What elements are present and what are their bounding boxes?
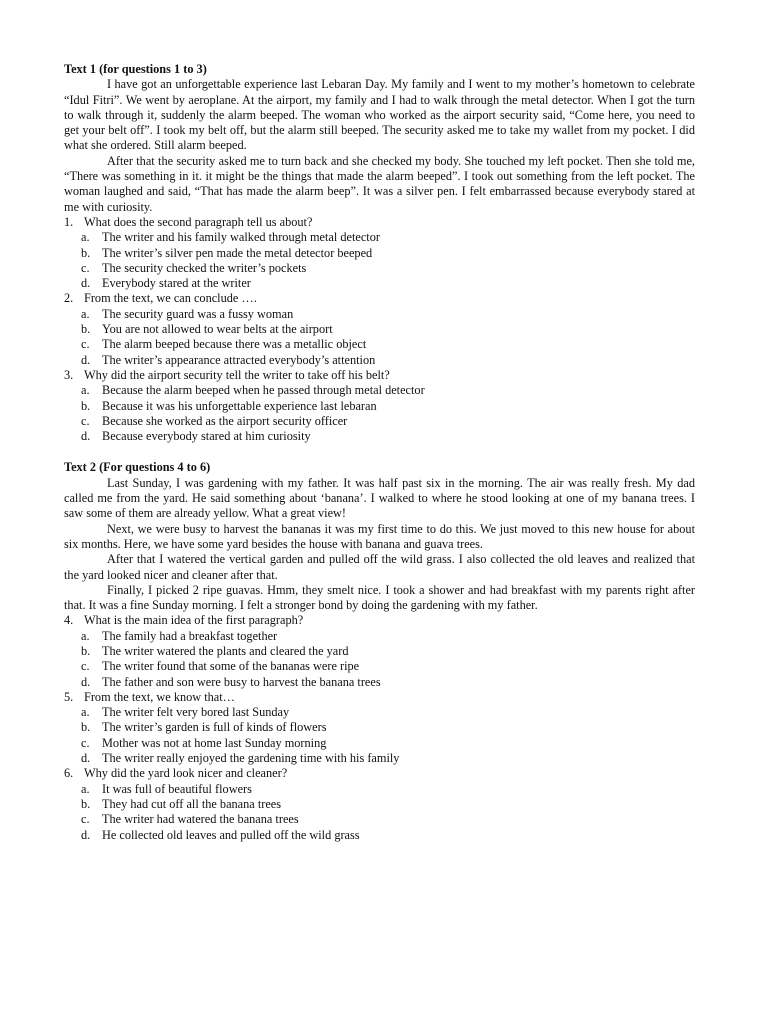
option (64, 675, 695, 690)
option-letter: c. (81, 659, 90, 674)
option-letter: d. (81, 751, 91, 766)
option (64, 720, 695, 735)
option (64, 246, 695, 261)
option-list (64, 782, 695, 843)
question-list (64, 613, 695, 842)
option-text: The writer had watered the banana trees (102, 812, 299, 827)
question-1 (64, 215, 695, 291)
question-number: 1. (64, 214, 74, 229)
option (64, 399, 695, 414)
option-letter: d. (81, 352, 91, 367)
option-text: They had cut off all the banana trees (102, 796, 282, 811)
option (64, 659, 695, 674)
option (64, 414, 695, 429)
option-text: The writer felt very bored last Sunday (102, 705, 290, 720)
option-text: He collected old leaves and pulled off the wild grass (102, 827, 360, 842)
option (64, 307, 695, 322)
option-letter: b. (81, 643, 91, 658)
option-list (64, 705, 695, 766)
option (64, 705, 695, 720)
option-text: Because it was his unforgettable experience last lebaran (102, 398, 377, 413)
question-number: 6. (64, 766, 74, 781)
option-list (64, 383, 695, 444)
paragraph: After that the security asked me to turn back and she checked my body. She touched my left pocket. Then she told me, “There was something in it. it might be the things that made the alarm beeped”. I took out something from the left pocket. The woman laughed and said, “That has made the alarm beep”. It was a silver pen. I felt embarrassed because everybody stared at me with curiosity. (64, 153, 695, 214)
option-letter: c. (81, 413, 90, 428)
option-letter: b. (81, 398, 91, 413)
option-text: The writer found that some of the bananas were ripe (102, 659, 360, 674)
option-letter: c. (81, 735, 90, 750)
option-text: Because the alarm beeped when he passed through metal detector (102, 383, 425, 398)
option-text: The writer and his family walked through metal detector (102, 230, 380, 245)
option-letter: c. (81, 260, 90, 275)
option-list (64, 629, 695, 690)
question-text: From the text, we know that… (84, 689, 235, 704)
section-heading: Text 2 (For questions 4 to 6) (64, 460, 211, 475)
option-letter: d. (81, 429, 91, 444)
option-text: The father and son were busy to harvest the banana trees (102, 674, 381, 689)
option (64, 322, 695, 337)
option-text: Because everybody stared at him curiosity (102, 429, 311, 444)
option-list (64, 307, 695, 368)
option-letter: c. (81, 337, 90, 352)
question-number: 3. (64, 367, 74, 382)
option-letter: a. (81, 306, 90, 321)
option (64, 230, 695, 245)
option (64, 782, 695, 797)
option-text: The security guard was a fussy woman (102, 306, 294, 321)
option (64, 353, 695, 368)
option-letter: b. (81, 720, 91, 735)
question-text: From the text, we can conclude …. (84, 291, 257, 306)
paragraph: Last Sunday, I was gardening with my father. It was half past six in the morning. The air was really fresh. My dad called me from the yard. He said something about ‘banana’. I walked to where he stood looking at one of my banana trees. I saw some of them are already yellow. What a great view! (64, 475, 695, 521)
option (64, 812, 695, 827)
option-text: The writer’s silver pen made the metal detector beeped (102, 245, 373, 260)
option-text: The writer’s appearance attracted everybody’s attention (102, 352, 376, 367)
question-3 (64, 368, 695, 444)
option (64, 629, 695, 644)
option (64, 736, 695, 751)
option-letter: a. (81, 383, 90, 398)
option-letter: d. (81, 674, 91, 689)
option-text: The security checked the writer’s pockets (102, 260, 307, 275)
question-6 (64, 766, 695, 842)
option (64, 429, 695, 444)
question-list (64, 215, 695, 444)
option-letter: c. (81, 812, 90, 827)
option (64, 337, 695, 352)
option-text: Mother was not at home last Sunday morning (102, 735, 327, 750)
option-letter: a. (81, 705, 90, 720)
question-number: 4. (64, 613, 74, 628)
question-text: Why did the yard look nicer and cleaner? (84, 766, 288, 781)
option-letter: a. (81, 230, 90, 245)
question-text: What is the main idea of the first paragraph? (84, 613, 304, 628)
text-1-section (64, 62, 695, 444)
option-text: The writer’s garden is full of kinds of flowers (102, 720, 327, 735)
option-text: The alarm beeped because there was a metallic object (102, 337, 367, 352)
paragraph: After that I watered the vertical garden and pulled off the wild grass. I also collected the old leaves and realized that the yard looked nicer and cleaner after that. (64, 552, 695, 582)
option-text: The writer watered the plants and cleared the yard (102, 643, 349, 658)
option-text: Because she worked as the airport security officer (102, 413, 348, 428)
option-letter: b. (81, 322, 91, 337)
paragraph: I have got an unforgettable experience last Lebaran Day. My family and I went to my mother’s hometown to celebrate “Idul Fitri”. We went by aeroplane. At the airport, my family and I had to walk through the metal detector. When I got the turn to walk through it, suddenly the alarm beeped. The woman who worked as the airport security said, “Come here, you need to get your belt off”. I took my belt off, but the alarm still beeped. The security asked me to take my wallet from my pocket. I did what she ordered. Still alarm beeped. (64, 77, 695, 153)
option (64, 276, 695, 291)
paragraph: Next, we were busy to harvest the bananas it was my first time to do this. We just moved to this new house for about six months. Here, we have some yard besides the house with banana and guava trees. (64, 521, 695, 551)
option-letter: b. (81, 796, 91, 811)
option (64, 751, 695, 766)
question-2 (64, 291, 695, 367)
option (64, 797, 695, 812)
option-letter: b. (81, 245, 91, 260)
section-heading: Text 1 (for questions 1 to 3) (64, 62, 207, 76)
option-text: Everybody stared at the writer (102, 276, 251, 291)
text-2-section (64, 460, 695, 842)
option (64, 828, 695, 843)
question-5 (64, 690, 695, 766)
paragraph: Finally, I picked 2 ripe guavas. Hmm, they smelt nice. I took a shower and had breakfast with my parents right after that. It was a fine Sunday morning. I felt a stronger bond by doing the gardening with my father. (64, 582, 695, 613)
question-number: 2. (64, 291, 74, 306)
option-letter: d. (81, 827, 91, 842)
option-list (64, 230, 695, 291)
option-text: The family had a breakfast together (102, 628, 278, 643)
question-number: 5. (64, 689, 74, 704)
option (64, 644, 695, 659)
option-text: The writer really enjoyed the gardening time with his family (102, 751, 400, 766)
option-text: It was full of beautiful flowers (102, 781, 252, 796)
question-text: Why did the airport security tell the writer to take off his belt? (84, 367, 390, 382)
option (64, 261, 695, 276)
question-4 (64, 613, 695, 689)
option-letter: a. (81, 628, 90, 643)
option-letter: a. (81, 781, 90, 796)
option (64, 383, 695, 398)
option-letter: d. (81, 276, 91, 291)
option-text: You are not allowed to wear belts at the airport (102, 322, 333, 337)
question-text: What does the second paragraph tell us about? (84, 214, 313, 229)
